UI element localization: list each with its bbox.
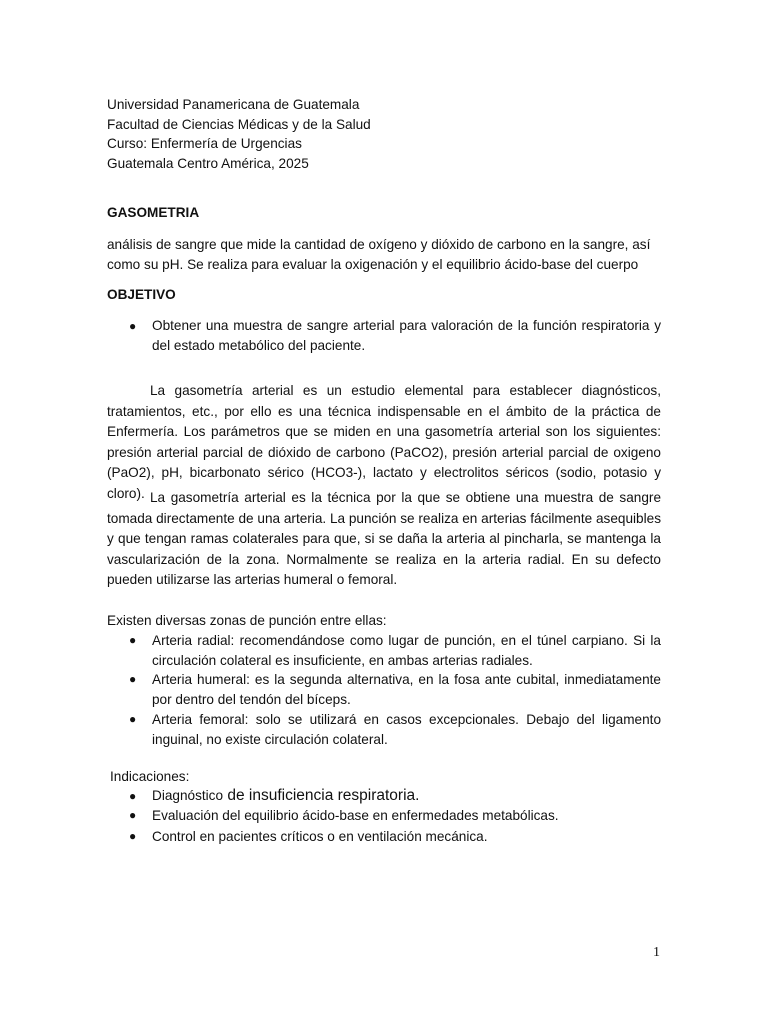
header-university: Universidad Panamericana de Guatemala bbox=[107, 97, 360, 112]
paragraph-gasometria-arterial-1: La gasometría arterial es un estudio elemental para establecer diagnósticos, tratamientos, etc., por ello es una técnica indispensable en el ámbito de la práctica de Enfermería. Los parámetros que se miden en una gasometría arterial son los siguientes: presión arterial parcial de dióxido de carbono (PaCO2), presión arterial parcial de oxigeno (PaO2), pH, bicarbonato sérico (HCO3-), lactato y electrolitos séricos (sodio, potasio y cloro). bbox=[107, 383, 661, 501]
heading-objetivo: OBJETIVO bbox=[107, 287, 176, 302]
zona-item-femoral: Arteria femoral: solo se utilizará en casos excepcionales. Debajo del ligamento inguinal, no existe circulación colateral. bbox=[152, 712, 661, 747]
header-course: Curso: Enfermería de Urgencias bbox=[107, 136, 302, 151]
indicacion-item-diagnostico bbox=[152, 786, 419, 805]
bullet-dot: ● bbox=[129, 789, 137, 803]
indicacion-item-equilibrio: Evaluación del equilibrio ácido-base en enfermedades metabólicas. bbox=[152, 808, 559, 823]
bullet-dot: ● bbox=[129, 712, 137, 726]
header-faculty: Facultad de Ciencias Médicas y de la Salud bbox=[107, 116, 371, 132]
bullet-dot: ● bbox=[129, 808, 137, 822]
zona-item-humeral: Arteria humeral: es la segunda alternativa, en la fosa ante cubital, inmediatamente por dentro del tendón del bíceps. bbox=[152, 672, 661, 707]
objetivo-bullet-text: Obtener una muestra de sangre arterial para valoración de la función respiratoria y del estado metabólico del paciente. bbox=[152, 318, 661, 353]
paragraph-gasometria-arterial-2: La gasometría arterial es la técnica por la que se obtiene una muestra de sangre tomada directamente de una arteria. La punción se realiza en arterias fácilmente asequibles y que tengan ramas colaterales para que, si se daña la arteria al pincharla, se mantenga la vascularización de la zona. Normalmente se realiza en la arteria radial. En su defecto pueden utilizarse las arterias humeral o femoral. bbox=[107, 490, 661, 587]
gasometria-definition-line1: análisis de sangre que mide la cantidad de oxígeno y dióxido de carbono en la sangre, así bbox=[107, 237, 651, 252]
bullet-dot: ● bbox=[129, 672, 137, 686]
heading-indicaciones: Indicaciones: bbox=[110, 769, 190, 784]
zonas-intro: Existen diversas zonas de punción entre ellas: bbox=[107, 613, 387, 628]
bullet-dot: ● bbox=[129, 633, 137, 647]
zona-item-radial: Arteria radial: recomendándose como lugar de punción, en el túnel carpiano. Si la circulación colateral es insuficiente, en ambas arterias radiales. bbox=[152, 633, 661, 668]
indicacion-diagnostico-rest: de insuficiencia respiratoria. bbox=[223, 787, 420, 804]
gasometria-definition-line2: como su pH. Se realiza para evaluar la oxigenación y el equilibrio ácido-base del cuerpo bbox=[107, 257, 639, 272]
indicacion-diagnostico-word: Diagnóstico bbox=[152, 788, 224, 803]
page-number: 1 bbox=[653, 945, 660, 960]
indicacion-item-control: Control en pacientes críticos o en ventilación mecánica. bbox=[152, 829, 488, 844]
heading-gasometria: GASOMETRIA bbox=[107, 205, 200, 220]
bullet-dot: ● bbox=[129, 829, 137, 843]
header-location-date: Guatemala Centro América, 2025 bbox=[107, 155, 309, 171]
bullet-dot: ● bbox=[129, 319, 137, 333]
